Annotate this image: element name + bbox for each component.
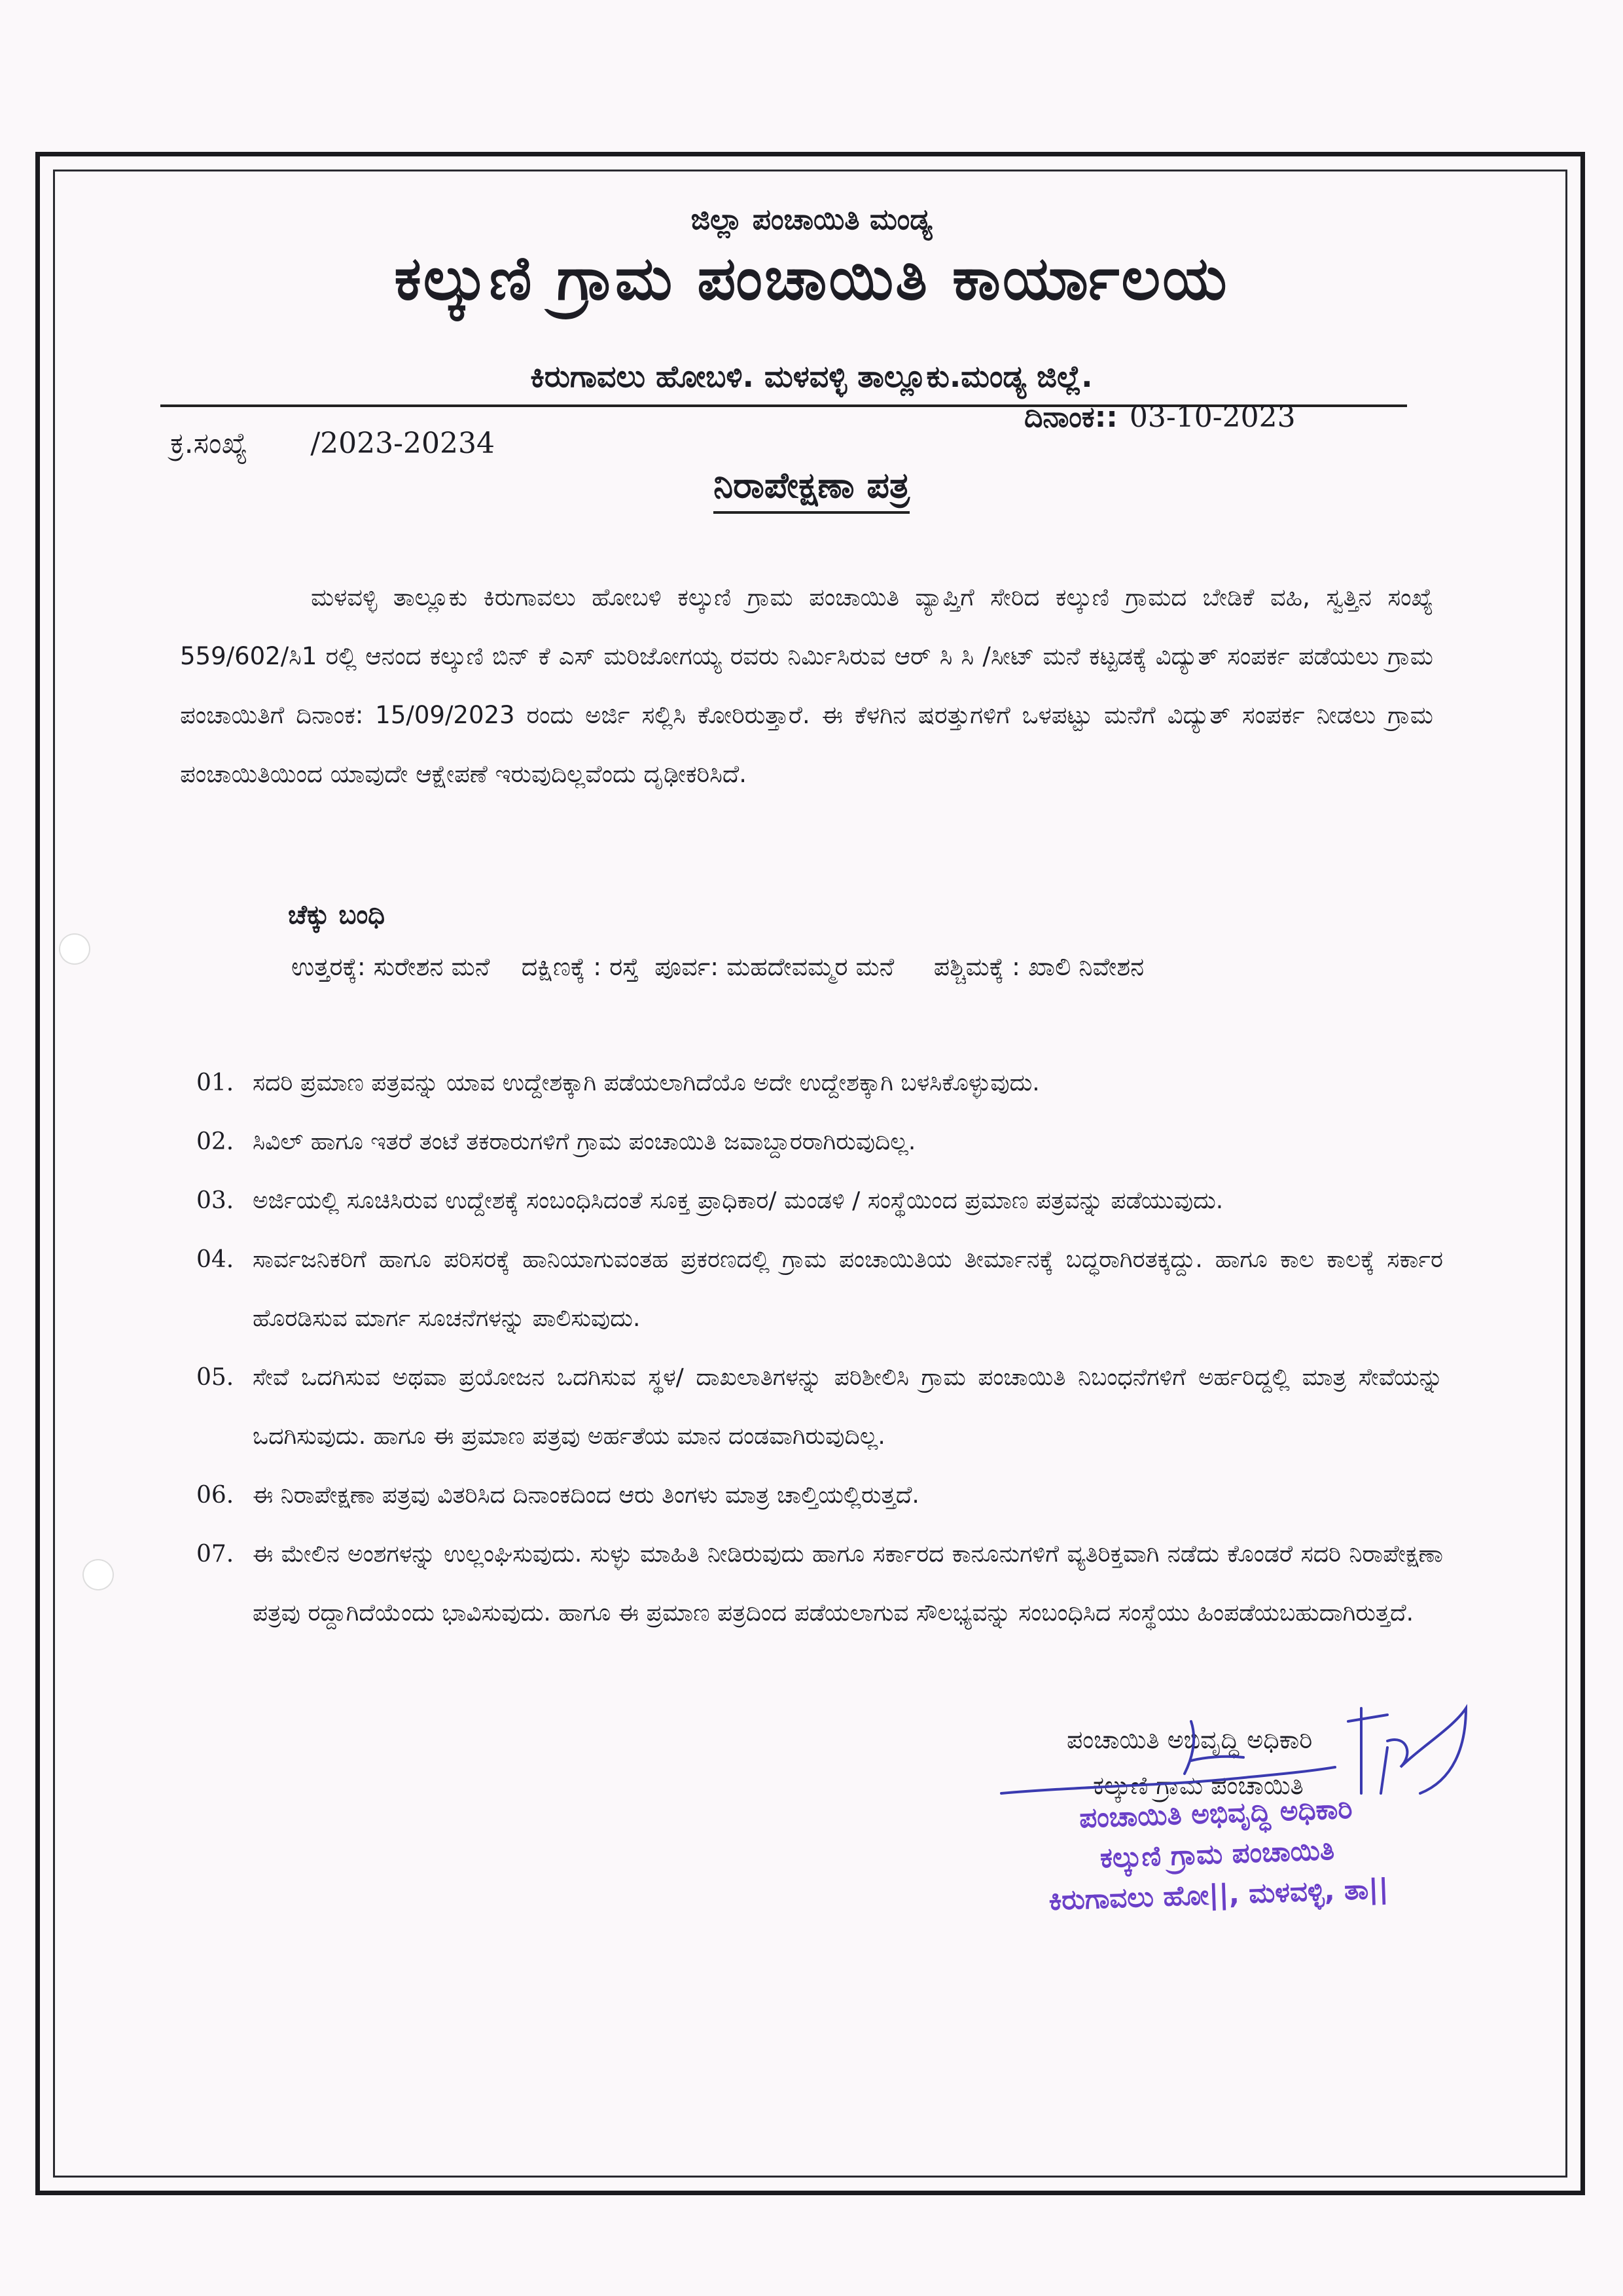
body-paragraph: ಮಳವಳ್ಳಿ ತಾಲ್ಲೂಕು ಕಿರುಗಾವಲು ಹೋಬಳಿ ಕಲ್ಕುಣಿ ಗ್ರಾಮ ಪಂಚಾಯಿತಿ ವ್ಯಾಪ್ತಿಗೆ ಸೇರಿದ ಕಲ್ಕುಣಿ ಗ್ರಾಮದ ಬೇಡಿಕೆ ವಹಿ, ಸ್ವತ್ತಿನ ಸಂಖ್ಯೆ 559/602/ಸಿ1 ರಲ್ಲಿ ಆನಂದ ಕಲ್ಕುಣಿ ಬಿನ್ ಕೆ ಎಸ್ ಮರಿಜೋಗಯ್ಯ ರವರು ನಿರ್ಮಿಸಿರುವ ಆರ್ ಸಿ ಸಿ /ಸೀಟ್ ಮನೆ ಕಟ್ಟಡಕ್ಕೆ ವಿದ್ಯುತ್ ಸಂಪರ್ಕ ಪಡೆಯಲು ಗ್ರಾಮ ಪಂಚಾಯಿತಿಗೆ ದಿನಾಂಕ: 15/09/2023 ರಂದು ಅರ್ಜಿ ಸಲ್ಲಿಸಿ ಕೋರಿರುತ್ತಾರೆ. ಈ ಕೆಳಗಿನ ಷರತ್ತುಗಳಿಗೆ ಒಳಪಟ್ಟು ಮನೆಗೆ ವಿದ್ಯುತ್ ಸಂಪರ್ಕ ನೀಡಲು ಗ್ರಾಮ ಪಂಚಾಯಿತಿಯಿಂದ ಯಾವುದೇ ಆಕ್ಷೇಪಣೆ ಇರುವುದಿಲ್ಲವೆಂದು ದೃಢೀಕರಿಸಿದೆ. xyxy=(180,583,1433,788)
conditions-list xyxy=(196,1054,1443,1643)
boundaries-heading: ಚೆಕ್ಕು ಬಂಧಿ xyxy=(288,900,385,930)
condition-number: 06. xyxy=(196,1482,234,1509)
signatory-designation: ಪಂಚಾಯಿತಿ ಅಭಿವೃದ್ಧಿ ಅಧಿಕಾರಿ xyxy=(1067,1725,1313,1754)
condition-text: ಸೇವೆ ಒದಗಿಸುವ ಅಥವಾ ಪ್ರಯೋಜನ ಒದಗಿಸುವ ಸ್ಥಳ/ ದಾಖಲಾತಿಗಳನ್ನು ಪರಿಶೀಲಿಸಿ ಗ್ರಾಮ ಪಂಚಾಯಿತಿ ನಿಬಂಧನೆಗಳಿಗೆ ಅರ್ಹರಿದ್ದಲ್ಲಿ ಮಾತ್ರ ಸೇವೆಯನ್ನು ಒದಗಿಸುವುದು. ಹಾಗೂ ಈ ಪ್ರಮಾಣ ಪತ್ರವು ಅರ್ಹತೆಯ ಮಾನ ದಂಡವಾಗಿರುವುದಿಲ್ಲ. xyxy=(253,1364,1443,1450)
stamp-line: ಕಿರುಗಾವಲು ಹೋ||, ಮಳವಳ್ಳಿ, ತಾ|| xyxy=(1048,1872,1389,1917)
condition-text: ಸಾರ್ವಜನಿಕರಿಗೆ ಹಾಗೂ ಪರಿಸರಕ್ಕೆ ಹಾನಿಯಾಗುವಂತಹ ಪ್ರಕರಣದಲ್ಲಿ ಗ್ರಾಮ ಪಂಚಾಯಿತಿಯ ತೀರ್ಮಾನಕ್ಕೆ ಬದ್ಧರಾಗಿರತಕ್ಕದ್ದು. ಹಾಗೂ ಕಾಲ ಕಾಲಕ್ಕೆ ಸರ್ಕಾರ ಹೊರಡಿಸುವ ಮಾರ್ಗ ಸೂಚನೆಗಳನ್ನು ಪಾಲಿಸುವುದು. xyxy=(253,1246,1443,1332)
condition-item xyxy=(196,1525,1443,1643)
boundaries-line: ಉತ್ತರಕ್ಕೆ: ಸುರೇಶನ ಮನೆ ದಕ್ಷಿಣಕ್ಕೆ : ರಸ್ತೆ ಪೂರ್ವ: ಮಹದೇವಮ್ಮರ ಮನೆ ಪಶ್ಚಿಮಕ್ಕೆ : ಖಾಲಿ ನಿವೇಶನ xyxy=(291,952,1145,981)
condition-text: ಈ ನಿರಾಪೇಕ್ಷಣಾ ಪತ್ರವು ವಿತರಿಸಿದ ದಿನಾಂಕದಿಂದ ಆರು ತಿಂಗಳು ಮಾತ್ರ ಚಾಲ್ತಿಯಲ್ಲಿರುತ್ತದೆ. xyxy=(253,1482,919,1509)
reference-label: ಕ್ರ.ಸಂಖ್ಯೆ xyxy=(170,427,248,460)
stamp-line: ಕಲ್ಕುಣಿ ಗ್ರಾಮ ಪಂಚಾಯಿತಿ xyxy=(1099,1833,1335,1874)
office-title: ಕಲ್ಕುಣಿ ಗ್ರಾಮ ಪಂಚಾಯಿತಿ ಕಾರ್ಯಾಲಯ xyxy=(394,243,1229,314)
signature-block xyxy=(995,1695,1492,1931)
letter-date xyxy=(1024,401,1296,434)
condition-number: 03. xyxy=(196,1187,234,1214)
condition-item xyxy=(196,1466,1443,1525)
condition-number: 02. xyxy=(196,1128,234,1155)
stamp-line: ಪಂಚಾಯಿತಿ ಅಭಿವೃದ್ಧಿ ಅಧಿಕಾರಿ xyxy=(1079,1792,1353,1835)
condition-item xyxy=(196,1230,1443,1348)
subject-text: ನಿರಾಪೇಕ್ಷಣಾ ಪತ್ರ xyxy=(713,465,910,514)
office-address: ಕಿರುಗಾವಲು ಹೋಬಳಿ. ಮಳವಳ್ಳಿ ತಾಲ್ಲೂಕು.ಮಂಡ್ಯ ಜಿಲ್ಲೆ. xyxy=(530,359,1093,394)
condition-item xyxy=(196,1054,1443,1113)
condition-number: 04. xyxy=(196,1246,234,1273)
date-value: 03-10-2023 xyxy=(1129,401,1296,434)
condition-item xyxy=(196,1113,1443,1172)
document-subject xyxy=(0,465,1623,507)
condition-number: 05. xyxy=(196,1364,234,1391)
condition-text: ಈ ಮೇಲಿನ ಅಂಶಗಳನ್ನು ಉಲ್ಲಂಘಿಸುವುದು. ಸುಳ್ಳು ಮಾಹಿತಿ ನೀಡಿರುವುದು ಹಾಗೂ ಸರ್ಕಾರದ ಕಾನೂನುಗಳಿಗೆ ವ್ಯತಿರಿಕ್ತವಾಗಿ ನಡೆದು ಕೊಂಡರೆ ಸದರಿ ನಿರಾಪೇಕ್ಷಣಾ ಪತ್ರವು ರದ್ದಾಗಿದೆಯೆಂದು ಭಾವಿಸುವುದು. ಹಾಗೂ ಈ ಪ್ರಮಾಣ ಪತ್ರದಿಂದ ಪಡೆಯಲಾಗುವ ಸೌಲಭ್ಯವನ್ನು ಸಂಬಂಧಿಸಿದ ಸಂಸ್ಥೆಯು ಹಿಂಪಡೆಯಬಹುದಾಗಿರುತ್ತದೆ. xyxy=(253,1541,1443,1626)
district-heading: ಜಿಲ್ಲಾ ಪಂಚಾಯಿತಿ ಮಂಡ್ಯ xyxy=(690,203,933,236)
condition-item xyxy=(196,1348,1443,1466)
condition-number: 01. xyxy=(196,1069,234,1096)
reference-value: /2023-20234 xyxy=(310,427,495,460)
office-seal-stamp xyxy=(1032,1787,1402,1921)
condition-text: ಸದರಿ ಪ್ರಮಾಣ ಪತ್ರವನ್ನು ಯಾವ ಉದ್ದೇಶಕ್ಕಾಗಿ ಪಡೆಯಲಾಗಿದೆಯೊ ಅದೇ ಉದ್ದೇಶಕ್ಕಾಗಿ ಬಳಸಿಕೊಳ್ಳುವುದು. xyxy=(253,1069,1040,1096)
reference-number xyxy=(170,427,495,460)
date-label: ದಿನಾಂಕ:: xyxy=(1024,401,1118,434)
signatory-office: ಕಲ್ಕುಣಿ ಗ್ರಾಮ ಪಂಚಾಯಿತಿ xyxy=(1093,1771,1304,1800)
condition-number: 07. xyxy=(196,1541,234,1568)
condition-text: ಸಿವಿಲ್ ಹಾಗೂ ಇತರೆ ತಂಟೆ ತಕರಾರುಗಳಿಗೆ ಗ್ರಾಮ ಪಂಚಾಯಿತಿ ಜವಾಬ್ದಾರರಾಗಿರುವುದಿಲ್ಲ. xyxy=(253,1128,916,1155)
condition-item xyxy=(196,1172,1443,1230)
condition-text: ಅರ್ಜಿಯಲ್ಲಿ ಸೂಚಿಸಿರುವ ಉದ್ದೇಶಕ್ಕೆ ಸಂಬಂಧಿಸಿದಂತೆ ಸೂಕ್ತ ಪ್ರಾಧಿಕಾರ/ ಮಂಡಳಿ / ಸಂಸ್ಥೆಯಿಂದ ಪ್ರಮಾಣ ಪತ್ರವನ್ನು ಪಡೆಯುವುದು. xyxy=(253,1187,1224,1214)
